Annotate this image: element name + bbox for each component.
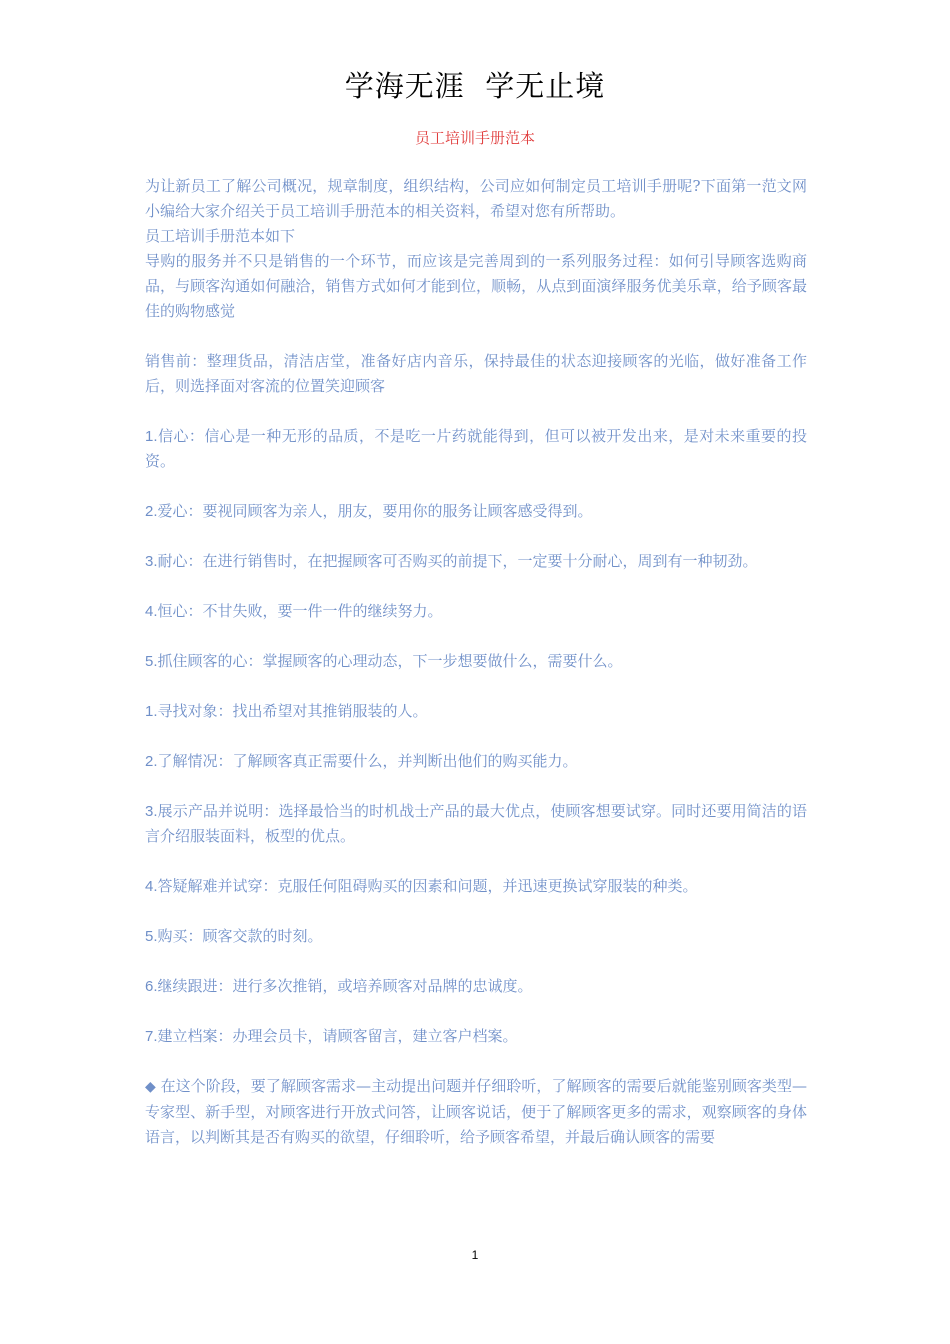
page-number: 1 [471,1248,479,1262]
list-number: 2. [145,753,158,770]
list-item: 2.了解情况：了解顾客真正需要什么，并判断出他们的购买能力。 [145,752,578,770]
paragraph-pre-sale: 销售前：整理货品，清洁店堂，准备好店内音乐，保持最佳的状态迎接顾客的光临，做好准备工作后，则选择面对客流的位置笑迎顾客 [145,352,807,395]
list-item: 4.恒心：不甘失败，要一件一件的继续努力。 [145,602,443,620]
list-item: 2.爱心：要视同顾客为亲人，朋友，要用你的服务让顾客感受得到。 [145,502,593,520]
list-number: 1. [145,703,158,720]
document-body [145,174,807,1150]
list-number: 5. [145,928,158,945]
list-number: 5. [145,653,158,670]
diamond-bullet-icon: ◆ [145,1079,156,1095]
list-item: 1.寻找对象：找出希望对其推销服装的人。 [145,702,428,720]
list-item: 5.购买：顾客交款的时刻。 [145,927,323,945]
list-item: 5.抓住顾客的心：掌握顾客的心理动态，下一步想要做什么，需要什么。 [145,652,623,670]
list-number: 3. [145,553,158,570]
list-item: 7.建立档案：办理会员卡，请顾客留言，建立客户档案。 [145,1027,518,1045]
list-number: 7. [145,1028,158,1045]
paragraph-service: 导购的服务并不只是销售的一个环节，而应该是完善周到的一系列服务过程：如何引导顾客选购商品，与顾客沟通如何融洽，销售方式如何才能到位，顺畅，从点到面演绎服务优美乐章，给予顾客最佳的购物感觉 [145,252,807,320]
list-item: 4.答疑解难并试穿：克服任何阻碍购买的因素和问题，并迅速更换试穿服装的种类。 [145,877,698,895]
list-number: 3. [145,803,158,820]
paragraph-intro: 为让新员工了解公司概况，规章制度，组织结构，公司应如何制定员工培训手册呢?下面第一范文网小编给大家介绍关于员工培训手册范本的相关资料，希望对您有所帮助。 [145,177,807,220]
list-number: 2. [145,503,158,520]
list-number: 4. [145,603,158,620]
paragraph-subheading: 员工培训手册范本如下 [145,227,296,245]
list-item: 6.继续跟进：进行多次推销，或培养顾客对品牌的忠诚度。 [145,977,533,995]
list-number: 1. [145,428,158,445]
paragraph-needs: ◆ 在这个阶段，要了解顾客需求—主动提出问题并仔细聆听，了解顾客的需要后就能鉴别顾客类型—专家型、新手型，对顾客进行开放式问答，让顾客说话，便于了解顾客更多的需求，观察顾客的身体语言，以判断其是否有购买的欲望，仔细聆听，给予顾客希望，并最后确认顾客的需要 [145,1077,807,1146]
header-title: 学海无涯 学无止境 [344,69,606,103]
list-item: 1.信心：信心是一种无形的品质，不是吃一片药就能得到，但可以被开发出来，是对未来重要的投资。 [145,427,807,470]
list-item: 3.展示产品并说明：选择最恰当的时机战士产品的最大优点，使顾客想要试穿。同时还要用简洁的语言介绍服装面料，板型的优点。 [145,802,807,845]
list-number: 4. [145,878,158,895]
list-item: 3.耐心：在进行销售时，在把握顾客可否购买的前提下，一定要十分耐心，周到有一种韧劲。 [145,552,758,570]
list-number: 6. [145,978,158,995]
document-title: 员工培训手册范本 [414,129,535,147]
